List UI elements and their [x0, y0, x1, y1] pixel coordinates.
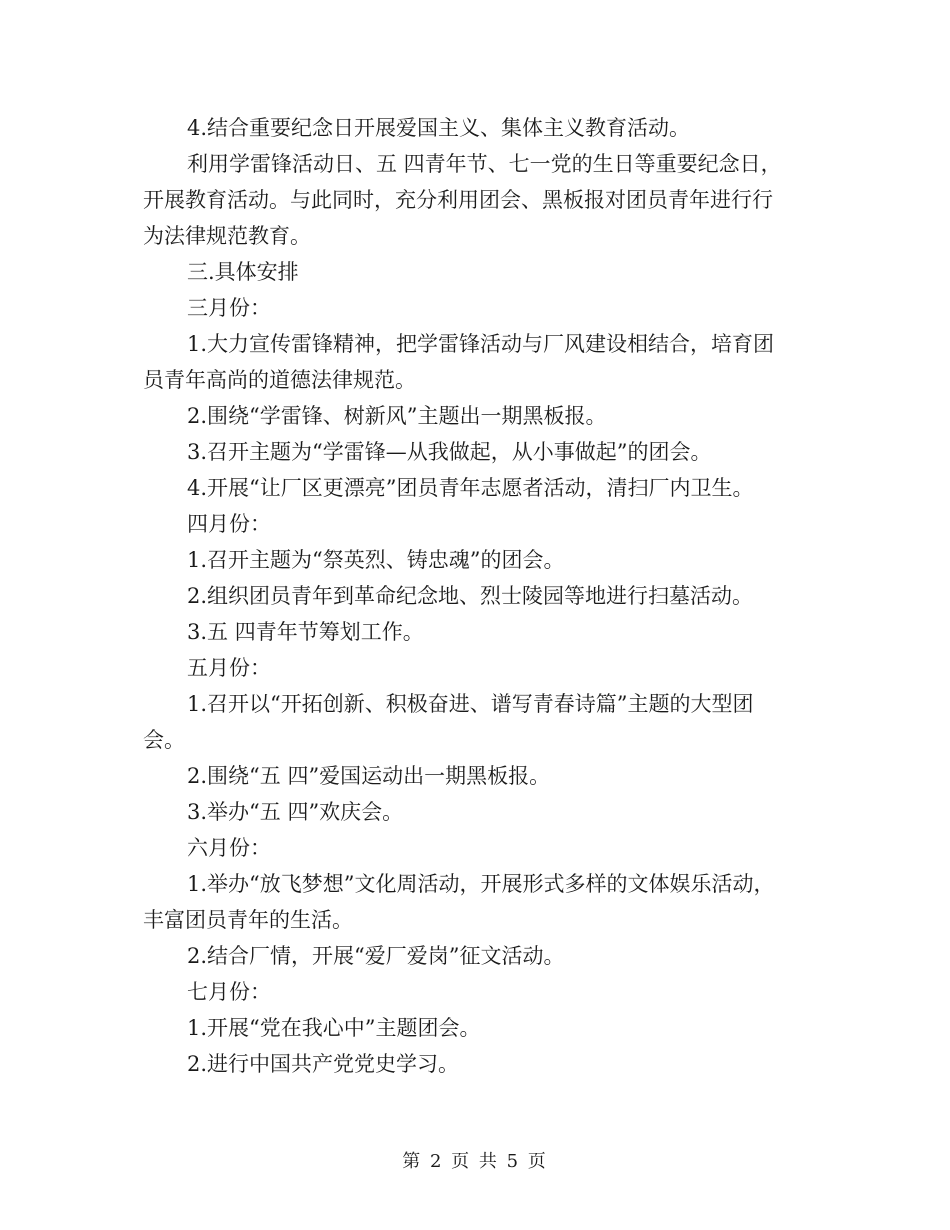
list-item: 3.举办“五 四”欢庆会。 [187, 800, 404, 824]
list-item: 3.召开主题为“学雷锋—从我做起，从小事做起”的团会。 [187, 440, 712, 464]
month-heading: 四月份： [187, 512, 271, 536]
list-item: 2.围绕“学雷锋、树新风”主题出一期黑板报。 [187, 404, 607, 428]
paragraph-line: 4.结合重要纪念日开展爱国主义、集体主义教育活动。 [187, 116, 691, 140]
list-item-continuation: 员青年高尚的道德法律规范。 [143, 368, 416, 392]
list-item: 1.大力宣传雷锋精神，把学雷锋活动与厂风建设相结合，培育团 [187, 332, 775, 356]
month-heading: 五月份： [187, 656, 271, 680]
list-item: 2.结合厂情，开展“爱厂爱岗”征文活动。 [187, 944, 565, 968]
document-body [143, 110, 813, 1082]
list-item-continuation: 会。 [143, 728, 185, 752]
list-item: 4.开展“让厂区更漂亮”团员青年志愿者活动，清扫厂内卫生。 [187, 476, 754, 500]
month-heading: 三月份： [187, 296, 271, 320]
list-item: 2.组织团员青年到革命纪念地、烈士陵园等地进行扫墓活动。 [187, 584, 754, 608]
list-item: 1.开展“党在我心中”主题团会。 [187, 1016, 481, 1040]
paragraph-line: 利用学雷锋活动日、五 四青年节、七一党的生日等重要纪念日， [187, 152, 782, 176]
list-item-continuation: 丰富团员青年的生活。 [143, 908, 353, 932]
list-item: 3.五 四青年节筹划工作。 [187, 620, 424, 644]
paragraph-line: 为法律规范教育。 [143, 224, 311, 248]
section-heading: 三.具体安排 [187, 260, 299, 284]
month-heading: 六月份： [187, 836, 271, 860]
list-item: 1.召开主题为“祭英烈、铸忠魂”的团会。 [187, 548, 565, 572]
page-number-footer: 第 2 页 共 5 页 [402, 1151, 548, 1172]
list-item: 2.进行中国共产党党史学习。 [187, 1052, 460, 1076]
list-item: 1.召开以“开拓创新、积极奋进、谱写青春诗篇”主题的大型团 [187, 692, 754, 716]
month-heading: 七月份： [187, 980, 271, 1004]
list-item: 1.举办“放飞梦想”文化周活动，开展形式多样的文体娱乐活动， [187, 872, 775, 896]
list-item: 2.围绕“五 四”爱国运动出一期黑板报。 [187, 764, 551, 788]
paragraph-line: 开展教育活动。与此同时，充分利用团会、黑板报对团员青年进行行 [143, 188, 773, 212]
